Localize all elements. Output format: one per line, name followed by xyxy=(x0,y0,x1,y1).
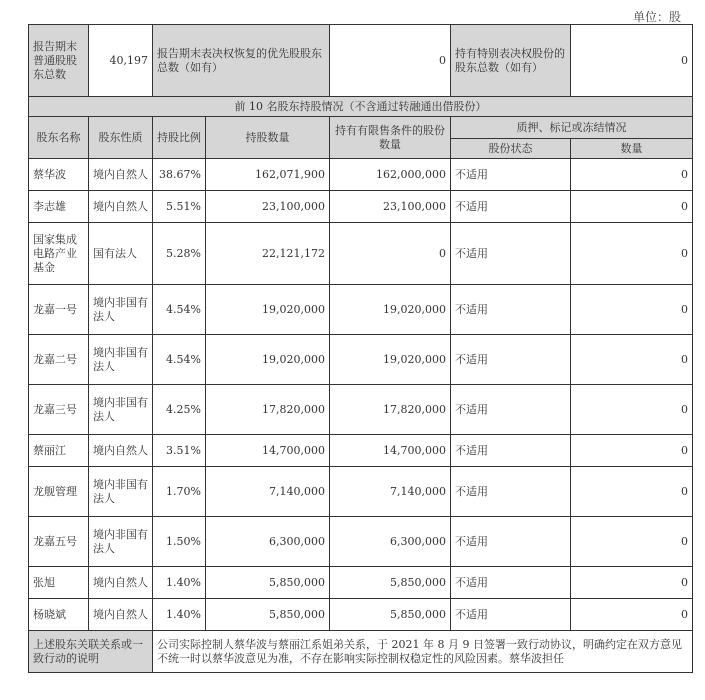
cell-status: 不适用 xyxy=(451,159,571,191)
table-row xyxy=(29,599,693,631)
footer-label: 上述股东关联关系或一致行动的说明 xyxy=(29,631,153,673)
cell-qty: 0 xyxy=(571,285,693,335)
cell-count: 7,140,000 xyxy=(206,467,330,517)
cell-ratio: 1.40% xyxy=(153,599,206,631)
summary-label-preferred: 报告期末表决权恢复的优先股股东总数（如有） xyxy=(153,25,330,97)
table-row xyxy=(29,335,693,385)
cell-restricted: 6,300,000 xyxy=(330,517,451,567)
header-count: 持股数量 xyxy=(206,117,330,159)
cell-qty: 0 xyxy=(571,567,693,599)
cell-qty: 0 xyxy=(571,335,693,385)
top10-title: 前 10 名股东持股情况（不含通过转融通出借股份） xyxy=(29,97,693,117)
cell-status: 不适用 xyxy=(451,285,571,335)
cell-qty: 0 xyxy=(571,191,693,223)
cell-qty: 0 xyxy=(571,599,693,631)
cell-status: 不适用 xyxy=(451,567,571,599)
cell-name: 龙嘉五号 xyxy=(29,517,89,567)
cell-status: 不适用 xyxy=(451,335,571,385)
header-name: 股东名称 xyxy=(29,117,89,159)
table-row xyxy=(29,517,693,567)
cell-ratio: 1.50% xyxy=(153,517,206,567)
cell-name: 杨晓斌 xyxy=(29,599,89,631)
header-pledge-status: 股份状态 xyxy=(451,139,571,159)
cell-nature: 境内自然人 xyxy=(89,159,153,191)
cell-nature: 境内非国有法人 xyxy=(89,285,153,335)
cell-ratio: 4.54% xyxy=(153,285,206,335)
header-pledge: 质押、标记或冻结情况 xyxy=(451,117,693,139)
cell-qty: 0 xyxy=(571,159,693,191)
cell-qty: 0 xyxy=(571,517,693,567)
summary-label-special: 持有特别表决权股份的股东总数（如有） xyxy=(451,25,571,97)
cell-restricted: 7,140,000 xyxy=(330,467,451,517)
cell-name: 龙嘉一号 xyxy=(29,285,89,335)
header-restricted: 持有有限售条件的股份数量 xyxy=(330,117,451,159)
cell-restricted: 5,850,000 xyxy=(330,599,451,631)
cell-restricted: 14,700,000 xyxy=(330,435,451,467)
cell-name: 国家集成电路产业基金 xyxy=(29,223,89,285)
cell-restricted: 162,000,000 xyxy=(330,159,451,191)
cell-name: 李志雄 xyxy=(29,191,89,223)
summary-value-shareholders: 40,197 xyxy=(89,25,153,97)
cell-ratio: 4.54% xyxy=(153,335,206,385)
cell-restricted: 23,100,000 xyxy=(330,191,451,223)
header-pledge-qty: 数量 xyxy=(571,139,693,159)
cell-count: 6,300,000 xyxy=(206,517,330,567)
cell-count: 23,100,000 xyxy=(206,191,330,223)
cell-status: 不适用 xyxy=(451,599,571,631)
summary-row xyxy=(29,25,693,97)
cell-count: 19,020,000 xyxy=(206,285,330,335)
cell-status: 不适用 xyxy=(451,435,571,467)
cell-nature: 境内自然人 xyxy=(89,567,153,599)
table-row xyxy=(29,159,693,191)
cell-ratio: 1.70% xyxy=(153,467,206,517)
summary-label-shareholders: 报告期末普通股股东总数 xyxy=(29,25,89,97)
cell-qty: 0 xyxy=(571,223,693,285)
cell-ratio: 38.67% xyxy=(153,159,206,191)
cell-qty: 0 xyxy=(571,385,693,435)
cell-status: 不适用 xyxy=(451,191,571,223)
cell-status: 不适用 xyxy=(451,467,571,517)
cell-status: 不适用 xyxy=(451,223,571,285)
table-row xyxy=(29,385,693,435)
cell-nature: 境内非国有法人 xyxy=(89,467,153,517)
cell-restricted: 0 xyxy=(330,223,451,285)
table-row xyxy=(29,223,693,285)
cell-count: 5,850,000 xyxy=(206,567,330,599)
header-nature: 股东性质 xyxy=(89,117,153,159)
shareholder-rows xyxy=(29,159,693,631)
summary-value-special: 0 xyxy=(571,25,693,97)
cell-restricted: 17,820,000 xyxy=(330,385,451,435)
cell-nature: 国有法人 xyxy=(89,223,153,285)
cell-count: 19,020,000 xyxy=(206,335,330,385)
cell-name: 蔡丽江 xyxy=(29,435,89,467)
cell-ratio: 5.28% xyxy=(153,223,206,285)
cell-nature: 境内非国有法人 xyxy=(89,517,153,567)
cell-count: 17,820,000 xyxy=(206,385,330,435)
cell-count: 5,850,000 xyxy=(206,599,330,631)
cell-ratio: 5.51% xyxy=(153,191,206,223)
top10-title-row xyxy=(29,97,693,117)
cell-ratio: 4.25% xyxy=(153,385,206,435)
unit-label: 单位：股 xyxy=(632,10,681,24)
cell-restricted: 5,850,000 xyxy=(330,567,451,599)
summary-value-preferred: 0 xyxy=(330,25,451,97)
table-row xyxy=(29,285,693,335)
cell-name: 张旭 xyxy=(29,567,89,599)
cell-name: 龙嘉二号 xyxy=(29,335,89,385)
cell-name: 龙嘉三号 xyxy=(29,385,89,435)
header-row xyxy=(29,117,693,139)
cell-name: 蔡华波 xyxy=(29,159,89,191)
footer-text: 公司实际控制人蔡华波与蔡丽江系姐弟关系，于 2021 年 8 月 9 日签署一致行动协议，明确约定在双方意见不统一时以蔡华波意见为准，不存在影响实际控制权稳定性的风险因素。蔡华波担任 xyxy=(153,631,693,673)
table-row xyxy=(29,467,693,517)
cell-ratio: 1.40% xyxy=(153,567,206,599)
cell-nature: 境内自然人 xyxy=(89,435,153,467)
cell-restricted: 19,020,000 xyxy=(330,285,451,335)
table-row xyxy=(29,567,693,599)
header-ratio: 持股比例 xyxy=(153,117,206,159)
table-row xyxy=(29,191,693,223)
cell-count: 14,700,000 xyxy=(206,435,330,467)
cell-restricted: 19,020,000 xyxy=(330,335,451,385)
cell-status: 不适用 xyxy=(451,517,571,567)
cell-qty: 0 xyxy=(571,467,693,517)
footer-row xyxy=(29,631,693,673)
cell-count: 162,071,900 xyxy=(206,159,330,191)
cell-name: 龙舰管理 xyxy=(29,467,89,517)
cell-count: 22,121,172 xyxy=(206,223,330,285)
table-row xyxy=(29,435,693,467)
cell-qty: 0 xyxy=(571,435,693,467)
cell-ratio: 3.51% xyxy=(153,435,206,467)
shareholder-table xyxy=(28,24,693,673)
cell-nature: 境内非国有法人 xyxy=(89,385,153,435)
cell-status: 不适用 xyxy=(451,385,571,435)
cell-nature: 境内自然人 xyxy=(89,599,153,631)
cell-nature: 境内非国有法人 xyxy=(89,335,153,385)
cell-nature: 境内自然人 xyxy=(89,191,153,223)
